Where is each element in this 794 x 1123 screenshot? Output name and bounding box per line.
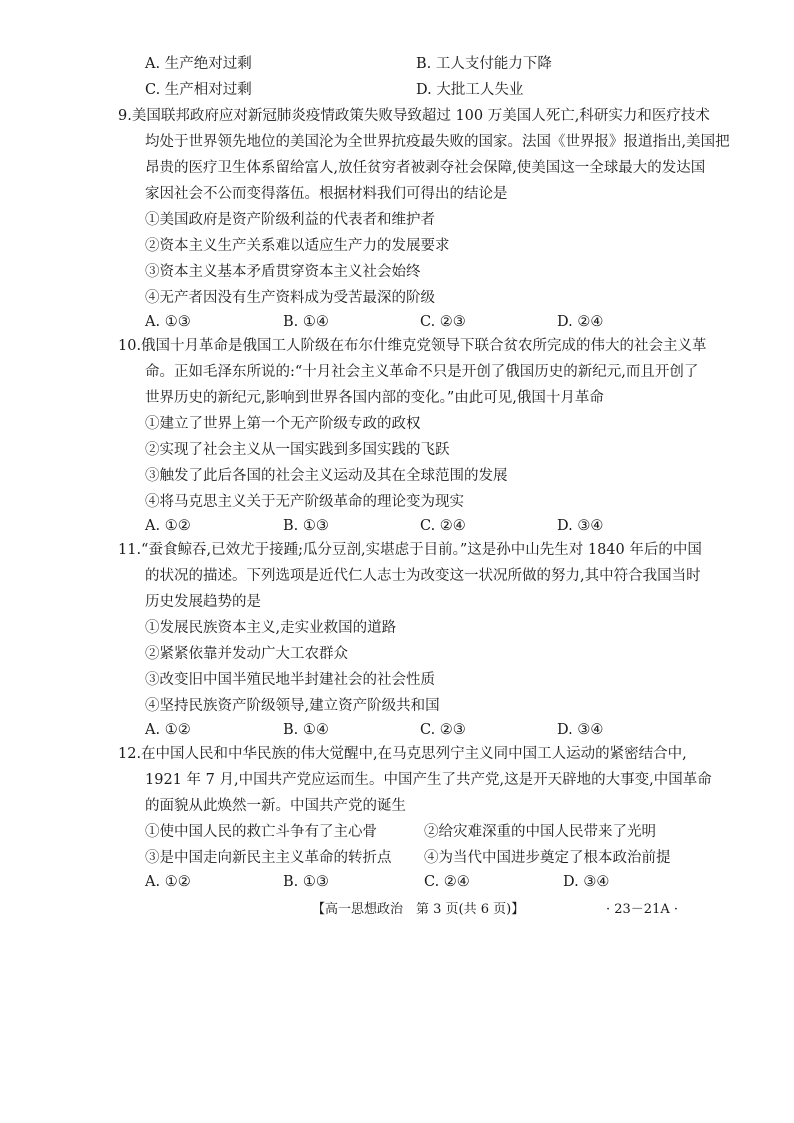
q8-option-b: B. 工人支付能力下降 [416, 56, 552, 72]
option-b: B. ①③ [283, 518, 329, 534]
statement: ③资本主义基本矛盾贯穿资本主义社会始终 [145, 264, 421, 280]
question-stem-line: 世界历史的新纪元,影响到世界各国内部的变化。”由此可见,俄国十月革命 [145, 390, 604, 406]
q8-option-d: D. 大批工人失业 [416, 82, 524, 98]
statement: ③改变旧中国半殖民地半封建社会的社会性质 [145, 672, 435, 688]
answer-options [0, 872, 794, 892]
option-a: A. ①② [145, 722, 191, 738]
q8-option-c: C. 生产相对过剩 [145, 82, 252, 98]
question-stem-line: 均处于世界领先地位的美国沦为全世界抗疫最失败的国家。法国《世界报》报道指出,美国把 [145, 134, 730, 150]
option-c: C. ②③ [420, 722, 466, 738]
statement: ②紧紧依靠并发动广大工农群众 [145, 646, 348, 662]
option-a: A. ①③ [145, 314, 191, 330]
option-a: A. ①② [145, 518, 191, 534]
question-stem-line: 9.美国联邦政府应对新冠肺炎疫情政策失败导致超过 100 万美国人死亡,科研实力和医疗技术 [118, 108, 710, 124]
option-d: D. ②④ [557, 314, 604, 330]
q8-option-a: A. 生产绝对过剩 [145, 56, 252, 72]
option-d: D. ③④ [557, 722, 604, 738]
option-d: D. ③④ [557, 518, 604, 534]
page-footer-title: 【高一思想政治 第 3 页(共 6 页)】 [312, 902, 525, 917]
answer-options [0, 720, 794, 740]
question-stem-line: 昂贵的医疗卫生体系留给富人,放任贫穷者被剥夺社会保障,使美国这一全球最大的发达国 [145, 160, 706, 176]
statement: ②资本主义生产关系难以适应生产力的发展要求 [145, 238, 450, 254]
question-stem-line: 10.俄国十月革命是俄国工人阶级在布尔什维克党领导下联合贫农所完成的伟大的社会主义革 [118, 338, 707, 354]
question-stem-line: 家因社会不公而变得落伍。根据材料我们可得出的结论是 [145, 186, 508, 202]
statement: ④将马克思主义关于无产阶级革命的理论变为现实 [145, 494, 464, 510]
page-footer-code: · 23－21A · [606, 902, 679, 917]
statement: ④坚持民族资产阶级领导,建立资产阶级共和国 [145, 698, 440, 714]
option-b: B. ①③ [283, 874, 329, 890]
option-a: A. ①② [145, 874, 191, 890]
statement: ④无产者因没有生产资料成为受苦最深的阶级 [145, 290, 435, 306]
statement: ①美国政府是资产阶级利益的代表者和维护者 [145, 212, 435, 228]
answer-options [0, 516, 794, 536]
statement: ④为当代中国进步奠定了根本政治前提 [424, 850, 671, 866]
statement: ①发展民族资本主义,走实业救国的道路 [145, 620, 397, 636]
statement: ①使中国人民的救亡斗争有了主心骨 [145, 824, 377, 840]
statement: ②实现了社会主义从一国实践到多国实践的飞跃 [145, 442, 450, 458]
option-d: D. ③④ [563, 874, 610, 890]
answer-options [0, 312, 794, 332]
option-b: B. ①④ [283, 722, 329, 738]
question-stem-line: 11.“蚕食鲸吞,已效尤于接踵;瓜分豆剖,实堪虑于目前。”这是孙中山先生对 1840 年后的中国 [118, 542, 702, 558]
question-stem-line: 的面貌从此焕然一新。中国共产党的诞生 [145, 798, 406, 814]
statement: ③是中国走向新民主主义革命的转折点 [145, 850, 392, 866]
statement: ①建立了世界上第一个无产阶级专政的政权 [145, 416, 421, 432]
option-c: C. ②④ [420, 518, 466, 534]
question-stem-line: 历史发展趋势的是 [145, 594, 261, 610]
question-stem-line: 1921 年 7 月,中国共产党应运而生。中国产生了共产党,这是开天辟地的大事变,中国革命 [145, 772, 712, 788]
option-b: B. ①④ [283, 314, 329, 330]
question-stem-line: 12.在中国人民和中华民族的伟大觉醒中,在马克思列宁主义同中国工人运动的紧密结合中, [118, 746, 687, 762]
question-stem-line: 的状况的描述。下列选项是近代仁人志士为改变这一状况所做的努力,其中符合我国当时 [145, 568, 701, 584]
option-c: C. ②③ [420, 314, 466, 330]
statement: ③触发了此后各国的社会主义运动及其在全球范围的发展 [145, 468, 508, 484]
option-c: C. ②④ [424, 874, 470, 890]
statement: ②给灾难深重的中国人民带来了光明 [424, 824, 656, 840]
question-stem-line: 命。正如毛泽东所说的:“十月社会主义革命不只是开创了俄国历史的新纪元,而且开创了 [145, 364, 699, 380]
